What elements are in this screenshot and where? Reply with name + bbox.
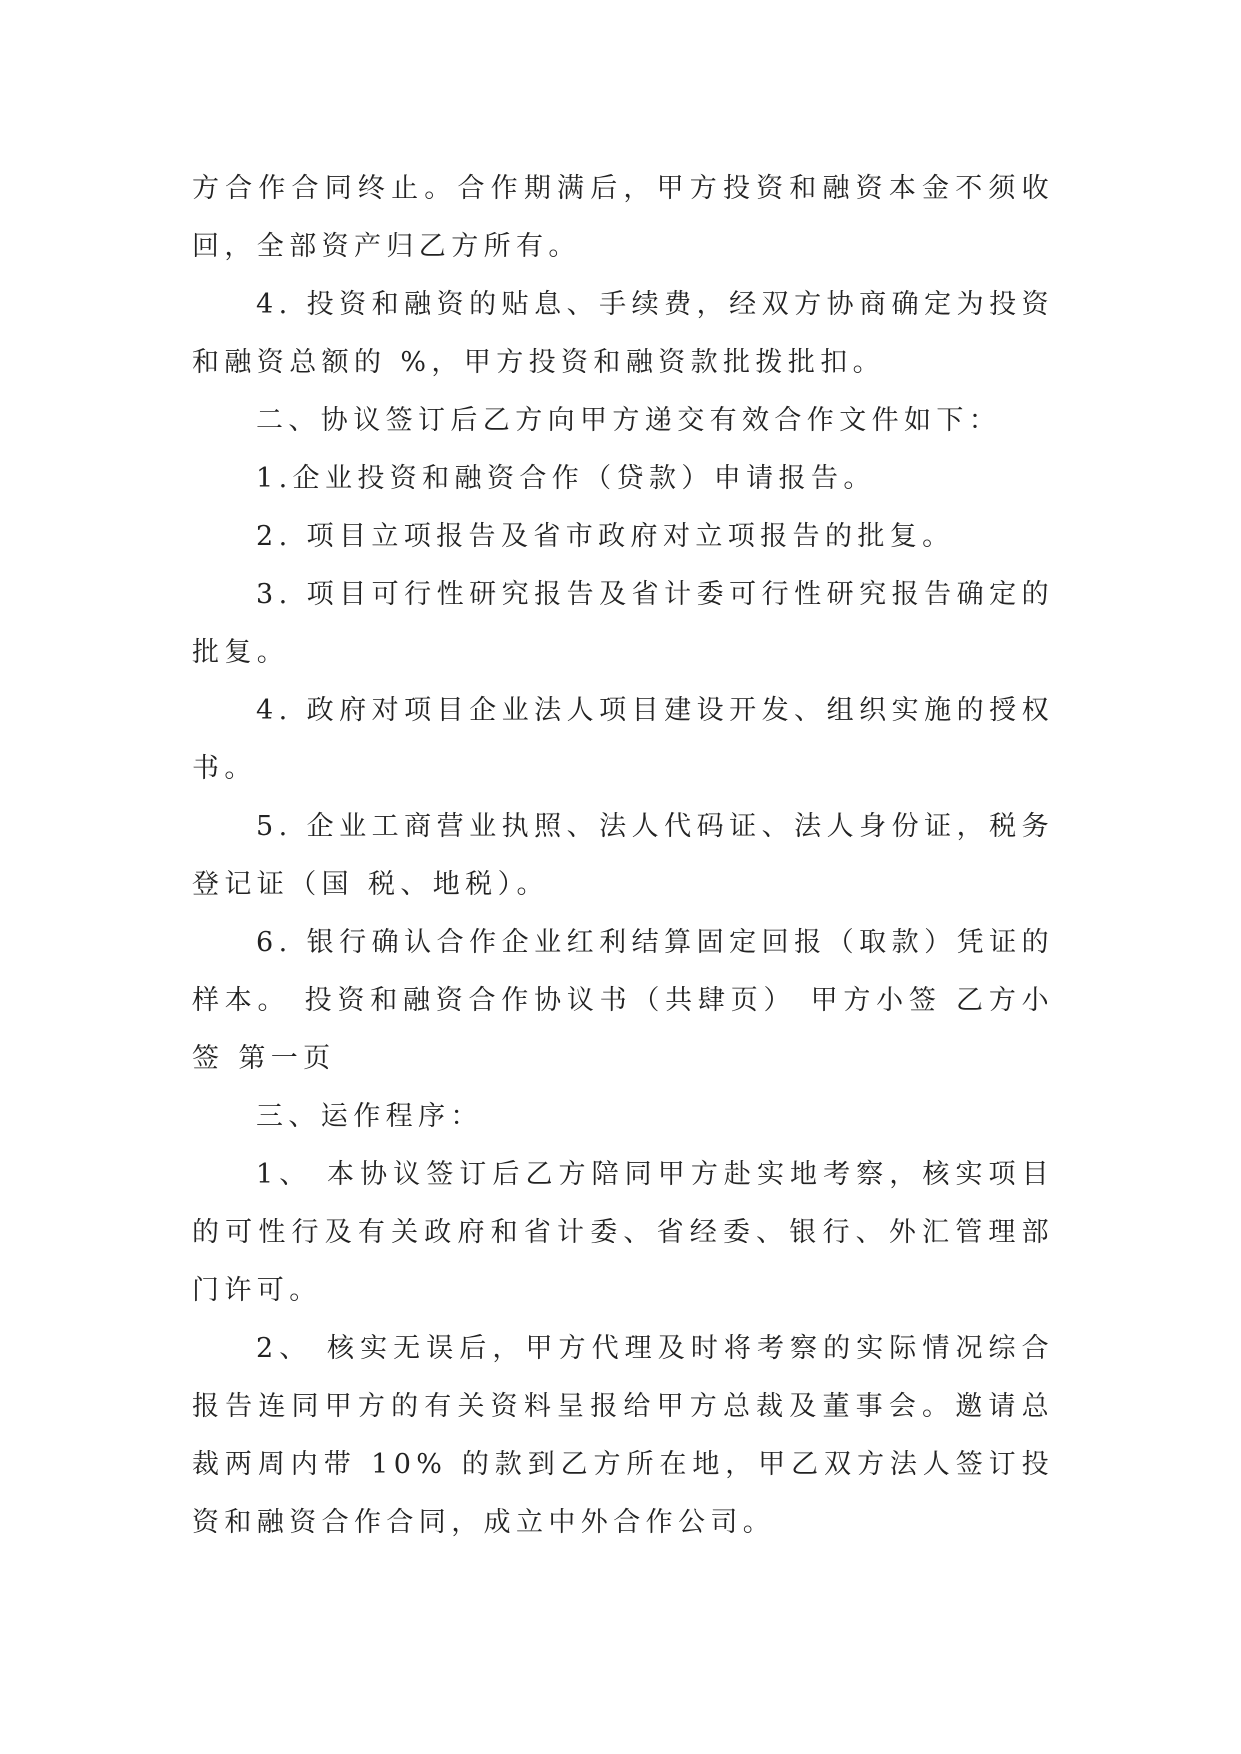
list-item-bank-voucher: 6. 银行确认合作企业红利结算固定回报（取款）凭证的样本。 投资和融资合作协议书（共肆页） 甲方小签 乙方小签 第一页: [192, 927, 1054, 1074]
section-heading-procedure: 三、运作程序：: [256, 1101, 483, 1132]
paragraph-interest-fees: 4. 投资和融资的贴息、手续费，经双方协商确定为投资和融资总额的 %，甲方投资和融资款批拨批扣。: [192, 289, 1054, 378]
procedure-step-inspection: 1、 本协议签订后乙方陪同甲方赴实地考察，核实项目的可性行及有关政府和省计委、省经委、银行、外汇管理部门许可。: [192, 1159, 1054, 1306]
list-item-authorization-letter: 4. 政府对项目企业法人项目建设开发、组织实施的授权书。: [192, 695, 1054, 784]
paragraph-contract-termination: 方合作合同终止。合作期满后，甲方投资和融资本金不须收回，全部资产归乙方所有。: [192, 173, 1054, 262]
document-body: [192, 160, 1054, 1552]
list-item-feasibility-study: 3. 项目可行性研究报告及省计委可行性研究报告确定的批复。: [192, 579, 1054, 668]
list-item-application-report: 1.企业投资和融资合作（贷款）申请报告。: [256, 463, 876, 494]
procedure-step-report: 2、 核实无误后，甲方代理及时将考察的实际情况综合报告连同甲方的有关资料呈报给甲方总裁及董事会。邀请总裁两周内带 10% 的款到乙方所在地，甲乙双方法人签订投资和融资合作合同，成立中外合作公司。: [192, 1333, 1054, 1538]
list-item-project-approval: 2. 项目立项报告及省市政府对立项报告的批复。: [256, 521, 955, 552]
section-heading-documents: 二、协议签订后乙方向甲方递交有效合作文件如下：: [256, 405, 1002, 436]
list-item-business-license: 5. 企业工商营业执照、法人代码证、法人身份证，税务登记证（国 税、地税）。: [192, 811, 1054, 900]
